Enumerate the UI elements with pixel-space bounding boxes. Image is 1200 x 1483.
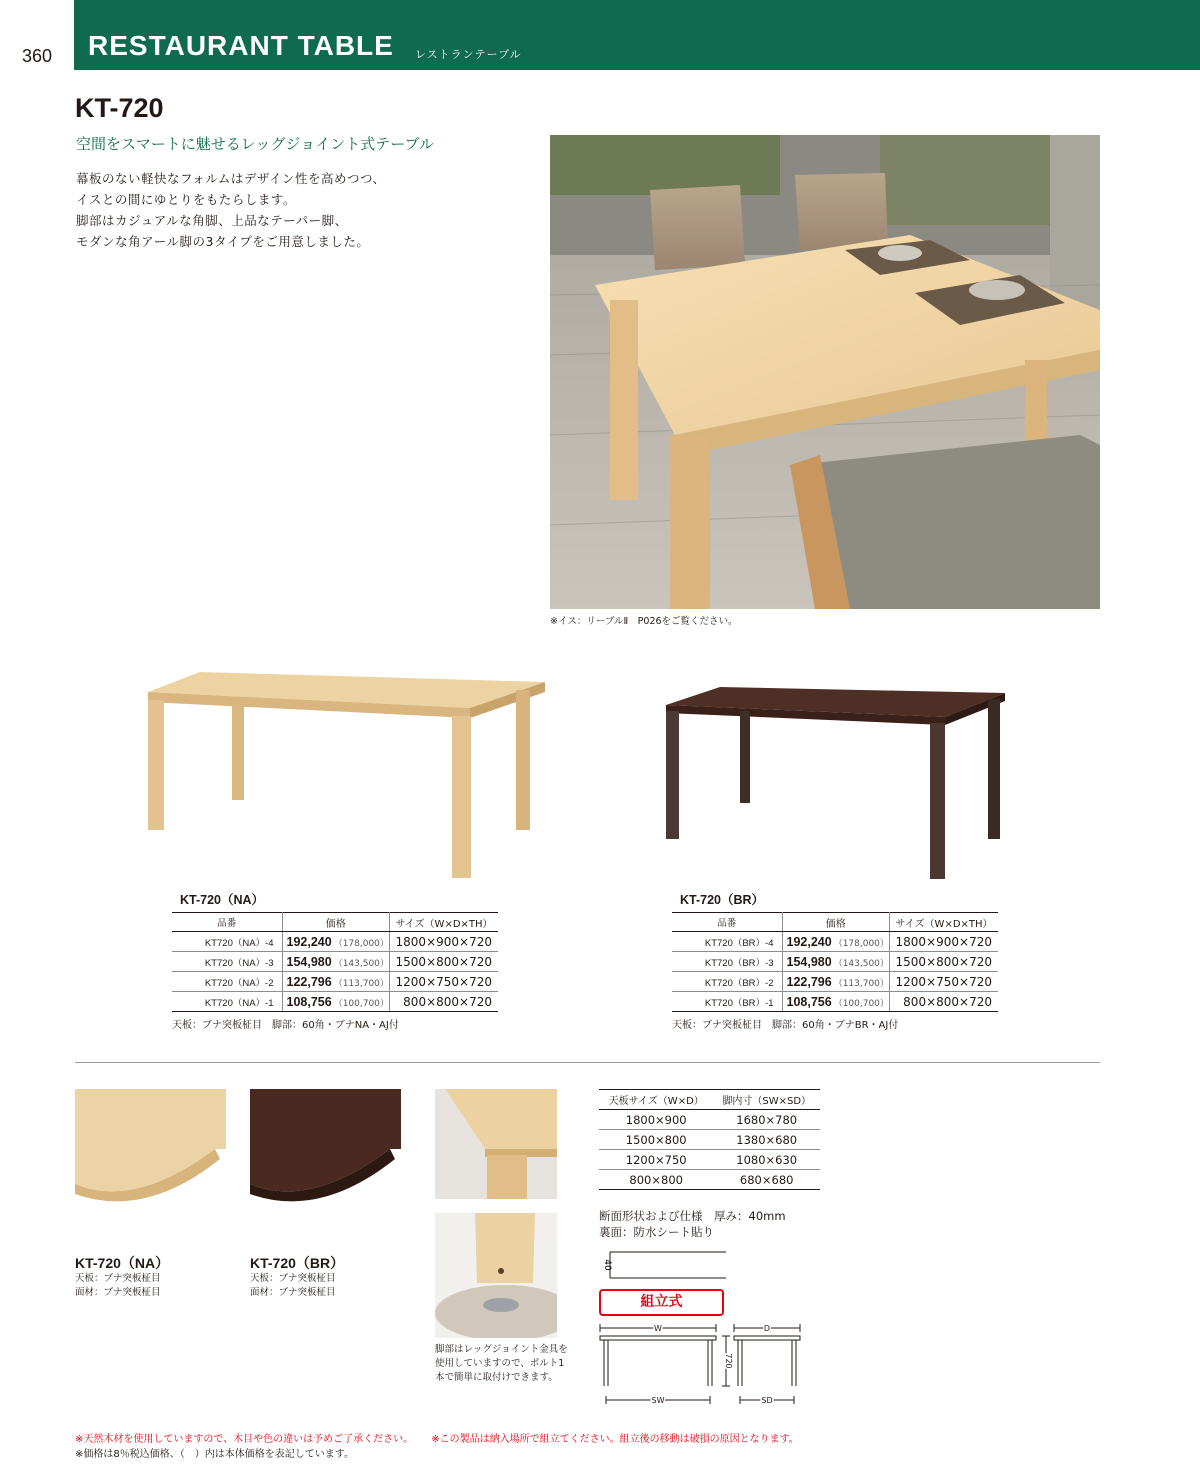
price-value: 192,240 — [786, 934, 832, 949]
joint-caption — [435, 1343, 568, 1385]
description-line: モダンな角アール脚の3タイプをご用意しました。 — [76, 234, 370, 249]
finish-line: 面材：ブナ突板柾目 — [250, 1287, 336, 1298]
render-na-table — [140, 670, 550, 885]
top-size-cell: 1500×800 — [599, 1130, 713, 1150]
code-cell: KT720（NA）-4 — [172, 932, 282, 952]
base-price: （143,500） — [833, 958, 889, 969]
price-cell — [282, 992, 389, 1012]
table-row — [599, 1110, 820, 1130]
description-line: 幕板のない軽快なフォルムはデザイン性を高めつつ、 — [76, 171, 386, 186]
table-row — [172, 992, 498, 1012]
size-cell: 1200×750×720 — [889, 972, 998, 992]
table-row — [672, 992, 998, 1012]
code-cell: KT720（NA）-3 — [172, 952, 282, 972]
caption-line: 脚部はレッグジョイント金具を — [435, 1344, 568, 1355]
base-price: （143,500） — [333, 958, 389, 969]
table-row — [172, 952, 498, 972]
table-row — [172, 972, 498, 992]
spec-note-br: 天板：ブナ突板柾目 脚部：60角・ブナBR・AJ付 — [672, 1020, 899, 1031]
code-cell: KT720（BR）-4 — [672, 932, 782, 952]
code-cell: KT720（BR）-3 — [672, 952, 782, 972]
photo-caption: ※イス：リーブルⅡ P026をご覧ください。 — [550, 616, 738, 627]
thickness-label: 40 — [602, 1259, 612, 1271]
finish-line: 面材：ブナ突板柾目 — [75, 1287, 161, 1298]
base-price: （178,000） — [333, 938, 389, 949]
header-size: サイズ（W×D×TH） — [889, 913, 998, 932]
leg-size-cell: 1080×630 — [713, 1150, 820, 1170]
header-price: 価格 — [282, 913, 389, 932]
description-line: 脚部はカジュアルな角脚、上品なテーパー脚、 — [76, 213, 348, 228]
leg-size-cell: 1680×780 — [713, 1110, 820, 1130]
section-spec — [599, 1208, 786, 1240]
spec-block-na — [172, 890, 502, 1031]
footer-note: ※この製品は納入場所で組立てください。組立後の移動は破損の原因となります。 — [431, 1434, 799, 1445]
price-value: 108,756 — [786, 994, 832, 1009]
size-cell: 800×800×720 — [389, 992, 498, 1012]
header-subtitle: レストランテーブル — [415, 48, 522, 61]
header-price: 価格 — [782, 913, 889, 932]
price-cell — [782, 972, 889, 992]
price-cell — [282, 932, 389, 952]
code-cell: KT720（BR）-1 — [672, 992, 782, 1012]
header-code: 品番 — [672, 913, 782, 932]
section-divider — [75, 1062, 1100, 1063]
size-cell: 1500×800×720 — [389, 952, 498, 972]
page-header — [0, 0, 1200, 70]
price-cell — [782, 992, 889, 1012]
product-description — [76, 168, 386, 252]
spec-block-br — [672, 890, 1002, 1031]
table-row — [599, 1150, 820, 1170]
swatch-br — [250, 1089, 401, 1223]
leg-size-table — [599, 1089, 820, 1190]
code-cell: KT720（NA）-1 — [172, 992, 282, 1012]
page-number: 360 — [22, 46, 53, 66]
section-drawing — [598, 1250, 728, 1286]
top-size-cell: 800×800 — [599, 1170, 713, 1190]
price-value: 108,756 — [286, 994, 332, 1009]
render-br-table — [660, 685, 1010, 880]
dim-sd-label: SD — [761, 1396, 773, 1405]
section-line: 裏面：防水シート貼り — [599, 1225, 714, 1239]
dim-w-label: W — [654, 1324, 662, 1333]
spec-table-br — [672, 912, 998, 1012]
footer-red-notes — [75, 1432, 799, 1447]
header-title: RESTAURANT TABLE — [88, 30, 394, 61]
product-model: KT-720 — [75, 93, 164, 123]
footer-note: ※価格は8％税込価格、（ ）内は本体価格を表記しています。 — [75, 1449, 354, 1460]
leg-size-cell: 680×680 — [713, 1170, 820, 1190]
price-cell — [782, 932, 889, 952]
header-leg-size: 脚内寸（SW×SD） — [713, 1090, 820, 1110]
base-price: （100,700） — [833, 998, 889, 1009]
caption-line: 本で簡単に取付けできます。 — [435, 1372, 558, 1383]
leg-size-cell: 1380×680 — [713, 1130, 820, 1150]
footer-notes — [75, 1432, 799, 1462]
top-size-cell: 1800×900 — [599, 1110, 713, 1130]
base-price: （113,700） — [333, 978, 389, 989]
price-value: 154,980 — [286, 954, 332, 969]
spec-title-na: KT-720（NA） — [180, 893, 265, 907]
price-value: 122,796 — [786, 974, 832, 989]
spec-note-na: 天板：ブナ突板柾目 脚部：60角・ブナNA・AJ付 — [172, 1020, 399, 1031]
price-value: 122,796 — [286, 974, 332, 989]
dim-sw-label: SW — [651, 1396, 665, 1405]
footer-note: ※天然木材を使用していますので、木目や色の違いは予めご了承ください。 — [75, 1434, 414, 1445]
product-tagline: 空間をスマートに魅せるレッグジョイント式テーブル — [76, 135, 434, 153]
section-line: 断面形状および仕様 厚み：40mm — [599, 1209, 786, 1223]
swatch-label-br: KT-720（BR） — [250, 1255, 345, 1271]
base-price: （100,700） — [333, 998, 389, 1009]
table-row — [599, 1130, 820, 1150]
size-cell: 1200×750×720 — [389, 972, 498, 992]
size-cell: 1500×800×720 — [889, 952, 998, 972]
table-row — [599, 1170, 820, 1190]
price-value: 192,240 — [286, 934, 332, 949]
dim-th-label: 720 — [724, 1353, 733, 1369]
table-row — [672, 932, 998, 952]
header-top-size: 天板サイズ（W×D） — [599, 1090, 713, 1110]
code-cell: KT720（BR）-2 — [672, 972, 782, 992]
joint-detail-photo — [435, 1213, 557, 1338]
price-value: 154,980 — [786, 954, 832, 969]
finish-line: 天板：ブナ突板柾目 — [75, 1273, 161, 1284]
finish-line: 天板：ブナ突板柾目 — [250, 1273, 336, 1284]
swatch-label-na: KT-720（NA） — [75, 1255, 170, 1271]
spec-title-br: KT-720（BR） — [680, 893, 765, 907]
header-code: 品番 — [172, 913, 282, 932]
size-cell: 800×800×720 — [889, 992, 998, 1012]
dim-d-label: D — [763, 1324, 771, 1333]
size-cell: 1800×900×720 — [889, 932, 998, 952]
scene-photo — [550, 135, 1100, 609]
swatch-na — [75, 1089, 226, 1223]
header-size: サイズ（W×D×TH） — [389, 913, 498, 932]
price-cell — [282, 972, 389, 992]
code-cell: KT720（NA）-2 — [172, 972, 282, 992]
table-row — [672, 952, 998, 972]
caption-line: 使用していますので、ボルト1 — [435, 1358, 565, 1369]
spec-table-na — [172, 912, 498, 1012]
base-price: （113,700） — [833, 978, 889, 989]
dimension-drawing — [596, 1320, 806, 1414]
assembly-badge: 組立式 — [599, 1289, 724, 1316]
price-cell — [782, 952, 889, 972]
price-cell — [282, 952, 389, 972]
table-row — [172, 932, 498, 952]
table-row — [672, 972, 998, 992]
top-size-cell: 1200×750 — [599, 1150, 713, 1170]
description-line: イスとの間にゆとりをもたらします。 — [76, 192, 296, 207]
leg-detail-photo — [435, 1089, 557, 1199]
size-cell: 1800×900×720 — [389, 932, 498, 952]
swatch-note-na — [75, 1272, 161, 1300]
base-price: （178,000） — [833, 938, 889, 949]
swatch-note-br — [250, 1272, 336, 1300]
